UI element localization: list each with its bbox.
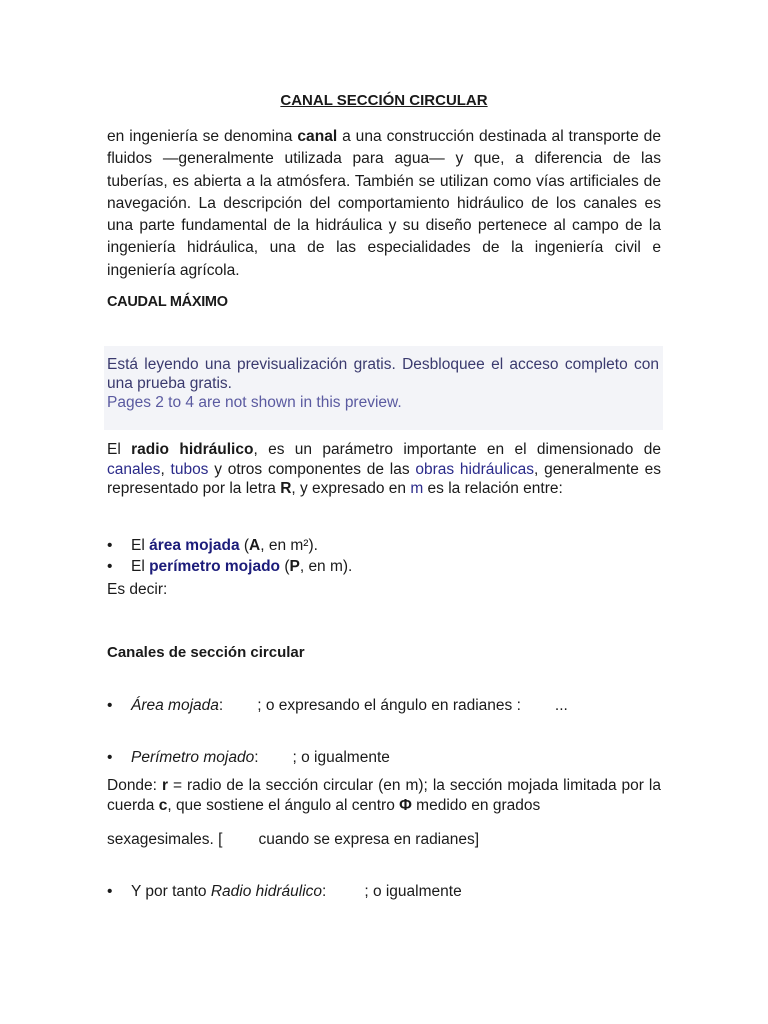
donde-bold: r [161,777,168,794]
radio-line-text: ; o igualmente [364,883,462,900]
radio-hidraulico-label: Radio hidráulico [210,883,323,900]
bullet-icon: • [107,558,113,575]
link-obras-hidraulicas[interactable]: obras hidráulicas [415,460,534,478]
radio-text: , y expresado en [291,480,411,497]
es-decir-text: Es decir: [107,581,168,598]
link-tubos[interactable]: tubos [170,460,209,478]
area-mojada-text: ; o expresando el ángulo en radianes : [257,697,521,714]
list-item [107,556,661,577]
caudal-heading: CAUDAL MÁXIMO [107,294,228,310]
radio-hidraulico-item [107,883,685,901]
list-bold: P [289,558,300,575]
list-text: El [131,558,150,575]
ellipsis: ... [554,697,568,714]
perimetro-mojado-label: Perímetro mojado [131,749,255,766]
perimetro-mojado-text: ; o igualmente [292,749,390,766]
donde-text: , que sostiene el ángulo al centro [167,797,400,814]
radio-text: y otros componentes de las [208,460,416,478]
radio-bold-term: radio hidráulico [131,441,254,458]
intro-text-2: a una construcción destinada al transporte de fluidos —generalmente utilizada para agua— y que, a diferencia de las tuberías, es abierta a la atmósfera. También se utilizan como vías artificiales de navegación. La descripción del comportamiento hidráulico de los canales es una parte fundamental de la hidráulica y su diseño pertenece al campo de la ingeniería hidráulica, una de las especialidades de la ingeniería civil e ingeniería agrícola. [107,128,661,279]
donde-text: medido en grados [411,797,541,814]
link-m[interactable]: m [410,480,424,497]
colon: : [254,749,259,766]
radio-text: es la relación entre: [423,480,563,497]
intro-text-1: en ingeniería se denomina [107,128,298,145]
donde-bold: Φ [399,797,412,814]
bullet-icon: • [107,697,113,714]
colon: : [218,697,224,714]
bullet-icon: • [107,749,113,766]
link-area-mojada[interactable]: área mojada [149,537,240,554]
radio-text: El [107,441,132,458]
area-mojada-label: Área mojada [131,697,219,714]
sexa-text: sexagesimales. [ [107,831,223,848]
list-text: , en m²). [260,537,318,554]
sexagesimales-line [107,831,479,849]
sexa-text: cuando se expresa en radianes] [258,831,480,848]
link-perimetro-mojado[interactable]: perímetro mojado [149,558,281,575]
canales-heading: Canales de sección circular [107,644,305,661]
preview-message: Está leyendo una previsualización gratis. Desbloquee el acceso completo con una prueba gratis. [107,356,659,392]
preview-note: Pages 2 to 4 are not shown in this preview. [107,394,402,411]
list-bold: A [249,537,261,554]
list-text: , en m). [299,558,353,575]
radio-text: , [160,460,171,478]
donde-bold: c [158,797,168,814]
link-canales[interactable]: canales [107,460,161,478]
intro-bold-canal: canal [297,128,338,145]
donde-text: Donde: [107,777,162,794]
intro-paragraph [107,126,661,282]
radio-components-list [107,535,661,577]
radio-bold-r: R [280,480,292,497]
bullet-icon: • [107,883,113,900]
radio-text: , es un parámetro importante en el dimensionado de [253,441,662,458]
area-mojada-item [107,697,685,715]
document-title: CANAL SECCIÓN CIRCULAR [280,92,488,109]
perimetro-mojado-item [107,749,685,767]
donde-paragraph [107,776,661,816]
donde-text: = radio de la sección circular (en m); la sección mojada limitada por la cuerda [107,777,661,814]
radio-hidraulico-paragraph [107,440,661,499]
list-text: ( [280,558,290,575]
list-text: El [131,537,150,554]
list-item [107,535,661,556]
bullet-icon: • [107,537,113,554]
list-text: ( [239,537,250,554]
radio-line-text: Y por tanto [131,883,211,900]
radio-text: , generalmente es representado por la letra [107,460,661,497]
preview-notice [107,355,659,412]
colon: : [322,883,327,900]
